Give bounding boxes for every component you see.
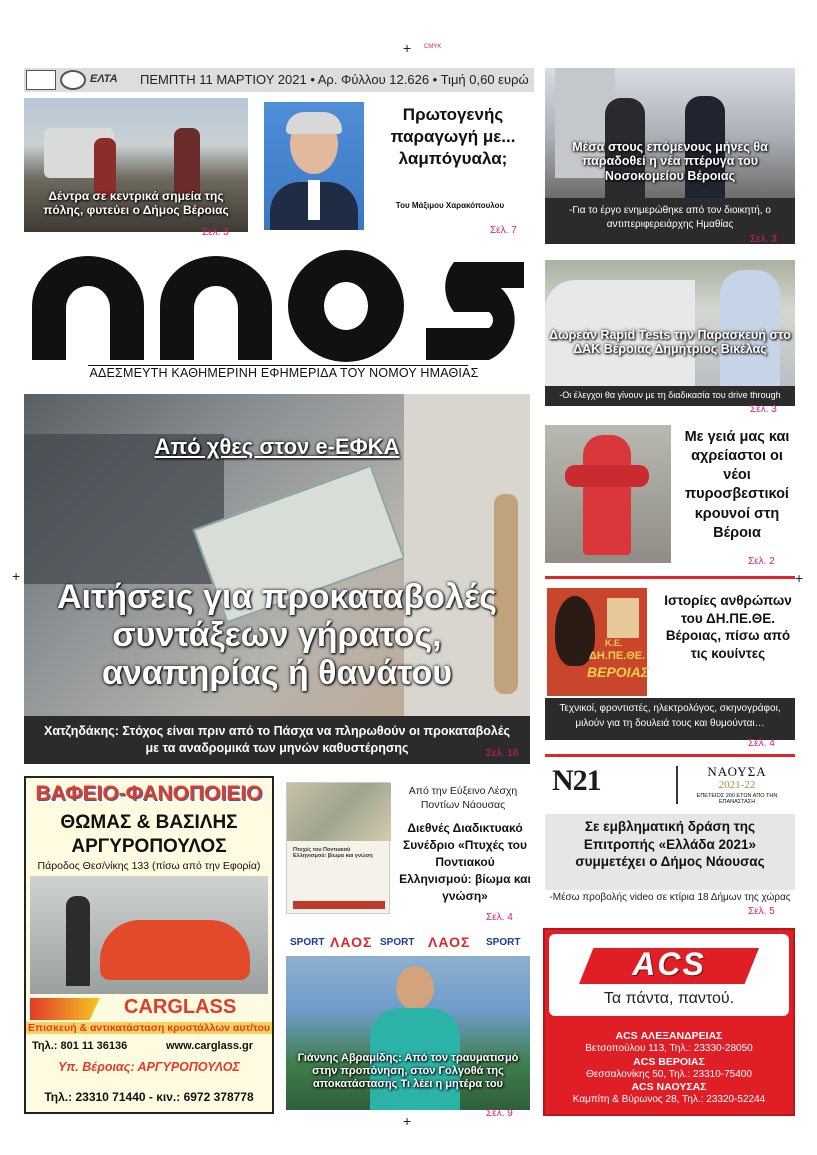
rapid-tests-photo[interactable] <box>545 260 795 386</box>
seal-logo <box>60 70 86 90</box>
trees-page-ref[interactable]: Σελ. 3 <box>202 227 229 238</box>
carglass-branch: Υπ. Βέροιας: ΑΡΓΥΡΟΠΟΥΛΟΣ <box>58 1060 240 1074</box>
n21-logo: N21 <box>552 764 601 797</box>
paint-ad-phones: Τηλ.: 23310 71440 - κιν.: 6972 378778 <box>44 1090 254 1104</box>
paint-ad-names: ΘΩΜΑΣ & ΒΑΣΙΛΗΣ <box>60 812 238 833</box>
naousa-headline[interactable]: Σε εμβληματική δράση της Επιτροπής «Ελλάδα 2021» συμμετέχει ο Δήμος Νάουσας <box>545 814 795 890</box>
paint-ad-address: Πάροδος Θεσ/νίκης 133 (πίσω από την Εφορία) <box>37 860 261 872</box>
logo-letter-sigma <box>426 262 524 360</box>
acs-branches <box>545 1030 793 1107</box>
pontic-headline[interactable]: Διεθνές Διαδικτυακό Συνέδριο «Πτυχές του Ποντιακού Ελληνισμού: βίωμα και γνώση» <box>399 821 531 904</box>
acs-branch-address: Καμπίτη & Βύρωνος 28, Τηλ.: 23320-52244 <box>572 1094 766 1106</box>
hydrant-headline[interactable]: Με γειά μας και αχρείαστοι οι νέοι πυροσβεστικοί κρουνοί στη Βέροια <box>684 429 790 541</box>
carglass-stripe <box>30 998 100 1020</box>
rapid-caption: Δωρεάν Rapid Tests την Παρασκευή στο ΔΑΚ Βέροιας Δημήτριος Βικέλας <box>549 328 791 357</box>
athlete-caption: Γιάννης Αβραμίδης: Από τον τραυματισμό στην προπόνηση, στον Γολγοθά της αποκατάστασης Τι λέει η μητέρα του <box>297 1052 519 1090</box>
sport-laos: ΛΑΟΣ <box>428 934 471 950</box>
acs-logo: ACS <box>632 946 706 982</box>
sport-band <box>286 934 530 952</box>
acs-branch-address: Βετσοπούλου 113, Τηλ.: 23330-28050 <box>585 1043 753 1055</box>
masthead-subtitle: ΑΔΕΣΜΕΥΤΗ ΚΑΘΗΜΕΡΙΝΗ ΕΦΗΜΕΡΙΔΑ ΤΟΥ ΝΟΜΟΥ ΗΜΑΘΙΑΣ <box>89 366 479 380</box>
sport-label: SPORT <box>486 937 521 948</box>
paint-ad-surname: ΑΡΓΥΡΟΠΟΥΛΟΣ <box>71 836 227 857</box>
registration-mark: + <box>12 568 21 584</box>
hydrant-shape <box>583 435 631 555</box>
rapid-page-ref[interactable]: Σελ. 3 <box>750 404 777 415</box>
pontic-kicker: Από την Εύξεινο Λέσχη Ποντίων Νάουσας <box>408 785 518 812</box>
map-shape <box>287 783 391 841</box>
building-shape <box>607 598 639 638</box>
main-headline-line-2: συντάξεων γήρατος, <box>112 616 442 655</box>
hair-shape <box>286 112 342 134</box>
pontic-page-ref[interactable]: Σελ. 4 <box>486 912 513 923</box>
sport-label: SPORT <box>290 937 325 948</box>
acs-slogan: Τα πάντα, παντού. <box>603 990 735 1007</box>
carglass-logo: CARGLASS <box>124 996 237 1018</box>
painter-shape <box>66 896 90 986</box>
section-divider <box>545 576 795 579</box>
acs-branch-address: Θεσσαλονίκης 50, Τηλ.: 23310-75400 <box>586 1068 752 1080</box>
hospital-sub-text: -Για το έργο ενημερώθηκε από τον διοικητή, ο αντιπεριφερειάρχης Ημαθίας <box>569 205 771 230</box>
logo-divider <box>676 766 678 804</box>
naousa-year: 2021-22 <box>718 779 756 791</box>
paint-ad-title: ΒΑΦΕΙΟ-ΦΑΝΟΠΟΙΕΙΟ <box>35 782 263 805</box>
acs-branch-name: ACS ΑΛΕΞΑΝΔΡΕΙΑΣ <box>615 1030 723 1042</box>
author-photo <box>264 102 364 230</box>
opinion-page-ref[interactable]: Σελ. 7 <box>490 225 517 236</box>
paint-shop-ad[interactable] <box>24 776 274 1114</box>
acs-logo-panel <box>549 934 789 1016</box>
main-page-ref[interactable]: Σελ. 16 <box>486 748 519 759</box>
main-kicker: Από χθες στον e-ΕΦΚΑ <box>154 434 400 459</box>
dipethe-logo-l1: Κ.Ε. <box>605 638 623 648</box>
naousa-logo <box>548 764 792 806</box>
logo-letter-alpha <box>160 256 272 360</box>
main-headline <box>24 578 530 692</box>
dipethe-logo <box>547 588 647 696</box>
hospital-page-ref[interactable]: Σελ. 3 <box>750 234 777 245</box>
rapid-sub: -Οι έλεγχοι θα γίνουν με τη διαδικασία του drive through <box>545 386 795 406</box>
hospital-photo[interactable] <box>545 68 795 198</box>
athlete-photo[interactable] <box>286 956 530 1110</box>
dipethe-logo-l2: ΔΗ.ΠΕ.ΘΕ. <box>589 650 646 662</box>
elta-logo: ΕΛΤΑ <box>90 73 118 85</box>
issue-bar <box>24 68 534 92</box>
dipethe-logo-l3: ΒΕΡΟΙΑΣ <box>587 664 649 680</box>
carglass-web[interactable]: www.carglass.gr <box>166 1040 254 1052</box>
logo-letter-lambda <box>32 256 144 360</box>
hospital-caption: Μέσα στους επόμενους μήνες θα παραδοθεί η νέα πτέρυγα του Νοσοκομείου Βέροιας <box>572 140 768 183</box>
hydrant-arm-shape <box>565 465 649 487</box>
registration-mark: + <box>795 570 804 586</box>
naousa-sub: -Μέσω προβολής video σε κτίρια 18 Δήμων της χώρας <box>549 892 791 903</box>
sport-page-ref[interactable]: Σελ. 9 <box>486 1108 513 1119</box>
sport-label: SPORT <box>380 937 415 948</box>
acs-ad[interactable] <box>543 928 795 1116</box>
naousa-title: ΝΑΟΥΣΑ <box>707 764 767 779</box>
main-photo[interactable] <box>24 394 530 740</box>
issue-line: ΠΕΜΠΤΗ 11 ΜΑΡΤΙΟΥ 2021 • Αρ. Φύλλου 12.626 • Τιμή 0,60 ευρώ <box>140 72 529 87</box>
car-shape <box>100 920 250 980</box>
logo-letter-omicron-hole <box>324 282 368 330</box>
main-sub <box>24 716 530 764</box>
main-sub-line-1: Χατζηδάκης: Στόχος είναι πριν από το Πάσχα να πληρωθούν οι προκαταβολές <box>43 724 511 738</box>
registration-mark: + <box>403 40 412 56</box>
trees-photo[interactable] <box>24 98 248 232</box>
naousa-page-ref[interactable]: Σελ. 5 <box>748 906 775 917</box>
opinion-headline[interactable]: Πρωτογενής παραγωγή με... λαμπόγυαλα; <box>390 105 516 168</box>
hydrant-page-ref[interactable]: Σελ. 2 <box>748 556 775 567</box>
poster-logos <box>293 901 385 909</box>
sport-laos: ΛΑΟΣ <box>330 934 373 950</box>
trees-caption: Δέντρα σε κεντρικά σημεία της πόλης, φυτεύει ο Δήμος Βέροιας <box>43 189 229 217</box>
section-divider <box>545 754 795 757</box>
main-sub-line-2: με τα αναδρομικά των μηνών καθυστέρησης <box>145 740 409 755</box>
poster-title: Πτυχές του Ποντιακού Ελληνισμού: βίωμα και γνώση <box>293 847 373 859</box>
main-headline-line-1: Αιτήσεις για προκαταβολές <box>57 578 497 616</box>
masthead-logo <box>24 248 534 370</box>
face-shape <box>396 966 434 1010</box>
paint-booth-photo <box>30 876 268 994</box>
carglass-phone: Τηλ.: 801 11 36136 <box>32 1040 128 1052</box>
hydrant-photo[interactable] <box>545 425 671 563</box>
person-shape <box>174 128 200 198</box>
registration-mark: + <box>403 1113 412 1129</box>
acs-branch-name: ACS ΒΕΡΟΙΑΣ <box>633 1055 705 1068</box>
cmyk-mark: CMYK <box>424 44 442 50</box>
naousa-anniversary: ΕΠΕΤΕΙΟΣ 200 ΕΤΩΝ ΑΠΟ ΤΗΝ ΕΠΑΝΑΣΤΑΣΗ <box>696 793 778 805</box>
carglass-service: Επισκευή & αντικατάσταση κρυστάλλων αυτ/του <box>26 1022 272 1034</box>
shirt-shape <box>308 180 320 220</box>
logo-badge <box>26 70 56 90</box>
conference-poster <box>286 782 390 914</box>
main-headline-line-3: αναπηρίας ή θανάτου <box>101 654 453 693</box>
opinion-byline: Του Μάξιμου Χαρακόπουλου <box>395 201 505 210</box>
acs-branch-name: ACS ΝΑΟΥΣΑΣ <box>631 1081 707 1094</box>
kidz-headline[interactable]: Ιστορίες ανθρώπων του ΔΗ.ΠΕ.ΘΕ. Βέροιας, πίσω από τις κουίντες <box>664 593 792 661</box>
kidz-sub: Τεχνικοί, φροντιστές, ηλεκτρολόγος, σκηνογράφοι, μιλούν για τη δουλειά τους και θυμούνται… <box>545 698 795 740</box>
kidz-page-ref[interactable]: Σελ. 4 <box>748 738 775 749</box>
